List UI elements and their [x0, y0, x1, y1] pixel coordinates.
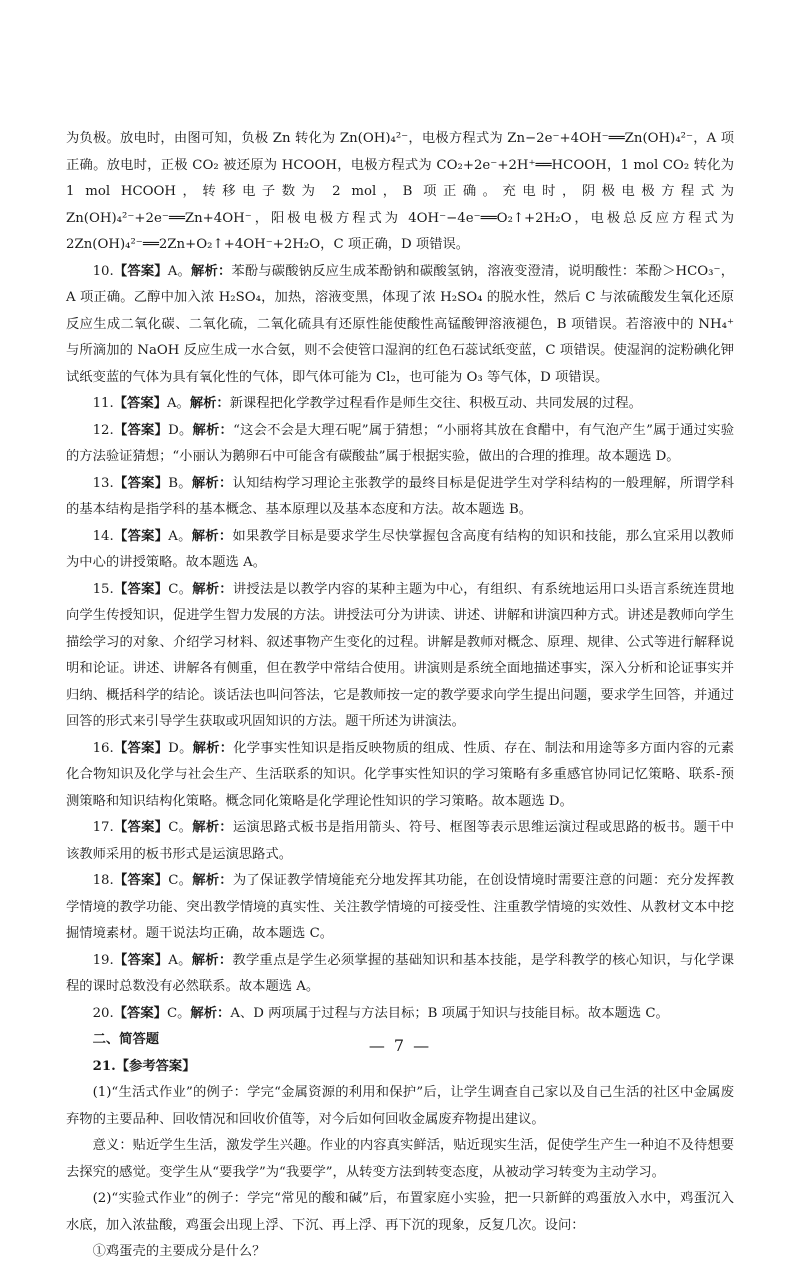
analysis-label: 解析：	[191, 952, 233, 968]
answer-21-part-1: (1)“生活式作业”的例子：学完“金属资源的利用和保护”后，让学生调查自己家以及自己生活的社区中金属废弃物的主要品种、回收情况和回收价值等，对今后如何回收金属废弃物提出建议。	[66, 1085, 734, 1127]
paragraph-9-continuation	[66, 126, 734, 259]
paragraph-text: 为负极。放电时，由图可知，负极 Zn 转化为 Zn(OH)₄²⁻，电极方程式为 Zn−2e⁻+4OH⁻══Zn(OH)₄²⁻，A 项正确。放电时，正极 CO₂ 被还原为 HCOOH，电极方程式为 CO₂+2e⁻+2H⁺══HCOOH，1 mol CO₂ 转化为 1 mol HCOOH，转移电子数为 2 mol，B 项正确。充电时，阴极电极方程式为 Zn(OH)₄²⁻+2e⁻══Zn+4OH⁻，阳极电极方程式为 4OH⁻−4e⁻══O₂↑+2H₂O，电极总反应方程式为 2Zn(OH)₄²⁻══2Zn+O₂↑+4OH⁻+2H₂O，C 项正确，D 项错误。	[66, 131, 734, 252]
answer-item-20	[66, 1001, 734, 1028]
answer-label: 【答案】	[113, 422, 169, 438]
answer-choice: D。	[168, 740, 193, 756]
question-heading-21: 21.【参考答案】	[92, 1058, 196, 1074]
analysis-label: 解析：	[192, 873, 233, 888]
analysis-label: 解析：	[192, 422, 234, 438]
answer-choice: A。	[167, 263, 192, 279]
item-number: 19.	[92, 952, 114, 968]
analysis-label: 解析：	[190, 1005, 231, 1021]
analysis-text: 讲授法是以教学内容的某种主题为中心，有组织、有系统地运用口头语言系统连贯地向学生传授知识，促进学生智力发展的方法。讲授法可分为讲读、讲述、讲解和讲演四种方式。讲述是教师向学生描绘学习的对象、介绍学习材料、叙述事物产生变化的过程。讲解是教师对概念、原理、规律、公式等进行解释说明和论证。讲述、讲解各有侧重，但在教学中常结合使用。讲演则是系统全面地描述事实，深入分析和论证事实并归纳、概括科学的结论。谈话法也叫问答法，它是教师按一定的教学要求向学生提出问题，要求学生回答，并通过回答的形式来引导学生获取或巩固知识的方法。题干所述为讲演法。	[66, 581, 735, 729]
answer-label: 【答案】	[113, 581, 169, 597]
answer-21-question-1: ①鸡蛋壳的主要成分是什么？	[92, 1244, 266, 1259]
answer-item-13	[66, 471, 734, 524]
answer-21-significance: 意义：贴近学生生活，激发学生兴趣。作业的内容真实鲜活，贴近现实生活，促使学生产生一种迫不及待想要去探究的感觉。变学生从“要我学”为“我要学”，从转变方法到转变态度，从被动学习转变为主动学习。	[66, 1138, 734, 1180]
analysis-text: “这会不会是大理石呢”属于猜想；“小丽将其放在食醋中，有气泡产生”属于通过实验的方法验证猜想；“小丽认为鹅卵石中可能含有碳酸盐”属于根据实验，做出的合理的推理。故本题选 D。	[66, 422, 735, 464]
answer-item-17	[66, 815, 734, 868]
answer-choice: C。	[168, 873, 193, 888]
answer-choice: A。	[166, 396, 190, 411]
analysis-text: 教学重点是学生必须掌握的基础知识和基本技能，是学科教学的核心知识，与化学课程的课时总数没有必然联系。故本题选 A。	[66, 952, 735, 994]
item-number: 16.	[92, 740, 114, 756]
analysis-text: 认知结构学习理论主张教学的最终目标是促进学生对学科结构的一般理解，所谓学科的基本结构是指学科的基本概念、基本原理以及基本态度和方法。故本题选 B。	[66, 475, 735, 517]
analysis-text: 新课程把化学教学过程看作是师生交往、积极互动、共同发展的过程。	[229, 396, 642, 411]
analysis-label: 解析：	[191, 528, 233, 544]
analysis-label: 解析：	[192, 740, 234, 756]
analysis-text: 运演思路式板书是指用箭头、符号、框图等表示思维运演过程或思路的板书。题干中该教师采用的板书形式是运演思路式。	[66, 820, 735, 862]
item-number: 12.	[92, 422, 114, 438]
answer-item-12	[66, 418, 734, 471]
answer-item-19	[66, 948, 734, 1001]
analysis-text: 为了保证教学情境能充分地发挥其功能，在创设情境时需要注意的问题：充分发挥教学情境的教学功能、突出教学情境的真实性、关注教学情境的可接受性、注重教学情境的实效性、从教材文本中挖掘情境素材。题干说法均正确，故本题选 C。	[66, 873, 735, 941]
answer-choice: C。	[168, 581, 193, 597]
analysis-text: 苯酚与碳酸钠反应生成苯酚钠和碳酸氢钠，溶液变澄清，说明酸性：苯酚＞HCO₃⁻，A 项正确。乙醇中加入浓 H₂SO₄，加热，溶液变黑，体现了浓 H₂SO₄ 的脱水性，然后 C 与浓硫酸发生氧化还原反应生成二氧化碳、二氧化硫，二氧化硫具有还原性能使酸性高锰酸钾溶液褪色，B 项错误。若溶液中的 NH₄⁺ 与所滴加的 NaOH 反应生成一水合氨，则不会使管口湿润的红色石蕊试纸变蓝，C 项错误。使湿润的淀粉碘化钾试纸变蓝的气体为具有氧化性的气体，即气体可能为 Cl₂，也可能为 O₃ 等气体，D 项错误。	[66, 263, 734, 385]
item-number: 17.	[92, 820, 114, 835]
analysis-label: 解析：	[189, 396, 230, 411]
answer-item-18	[66, 868, 734, 948]
answer-label: 【答案】	[113, 475, 169, 491]
analysis-label: 解析：	[191, 263, 232, 279]
answer-label: 【答案】	[113, 1005, 167, 1021]
answer-21-part-2: (2)“实验式作业”的例子：学完“常见的酸和碱”后，布置家庭小实验，把一只新鲜的鸡蛋放入水中，鸡蛋沉入水底，加入浓盐酸，鸡蛋会出现上浮、下沉、再上浮、再下沉的现象，反复几次。设问：	[66, 1191, 734, 1233]
item-number: 11.	[92, 396, 114, 411]
answer-item-15	[66, 577, 734, 736]
page-number: — 7 —	[368, 1036, 432, 1055]
answer-label: 【答案】	[113, 952, 169, 968]
answer-label: 【答案】	[113, 740, 169, 756]
answer-label: 【答案】	[113, 396, 167, 411]
answer-choice: D。	[168, 422, 193, 438]
answer-label: 【答案】	[113, 873, 169, 888]
answer-label: 【答案】	[113, 528, 169, 544]
answer-item-14	[66, 524, 734, 577]
analysis-text: 化学事实性知识是指反映物质的组成、性质、存在、制法和用途等多方面内容的元素化合物知识及化学与社会生产、生活联系的知识。化学事实性知识的学习策略有多重感官协同记忆策略、联系-预测策略和知识结构化策略。概念同化策略是化学理论性知识的学习策略。故本题选 D。	[66, 740, 735, 809]
analysis-text: 如果教学目标是要求学生尽快掌握包含高度有结构的知识和技能，那么宜采用以教师为中心的讲授策略。故本题选 A。	[66, 528, 735, 570]
answer-item-11	[66, 391, 734, 418]
item-number: 18.	[92, 873, 114, 888]
item-number: 15.	[92, 581, 114, 597]
item-number: 10.	[92, 263, 114, 279]
answer-item-10	[66, 259, 734, 392]
item-number: 14.	[92, 528, 114, 544]
analysis-text: A、D 两项属于过程与方法目标；B 项属于知识与技能目标。故本题选 C。	[230, 1005, 669, 1021]
answer-choice: C。	[166, 1005, 191, 1021]
section-heading: 二、简答题	[92, 1032, 160, 1047]
answer-choice: B。	[168, 475, 192, 491]
answer-label: 【答案】	[113, 263, 168, 279]
answer-item-16	[66, 736, 734, 816]
analysis-label: 解析：	[192, 581, 233, 597]
item-number: 13.	[92, 475, 114, 491]
analysis-label: 解析：	[192, 820, 233, 835]
answer-choice: A。	[168, 952, 192, 968]
item-number: 20.	[92, 1005, 114, 1021]
answer-choice: C。	[168, 820, 193, 835]
answer-choice: A。	[168, 528, 192, 544]
answer-label: 【答案】	[113, 820, 169, 835]
answer-text-body	[66, 126, 734, 1266]
analysis-label: 解析：	[191, 475, 233, 491]
